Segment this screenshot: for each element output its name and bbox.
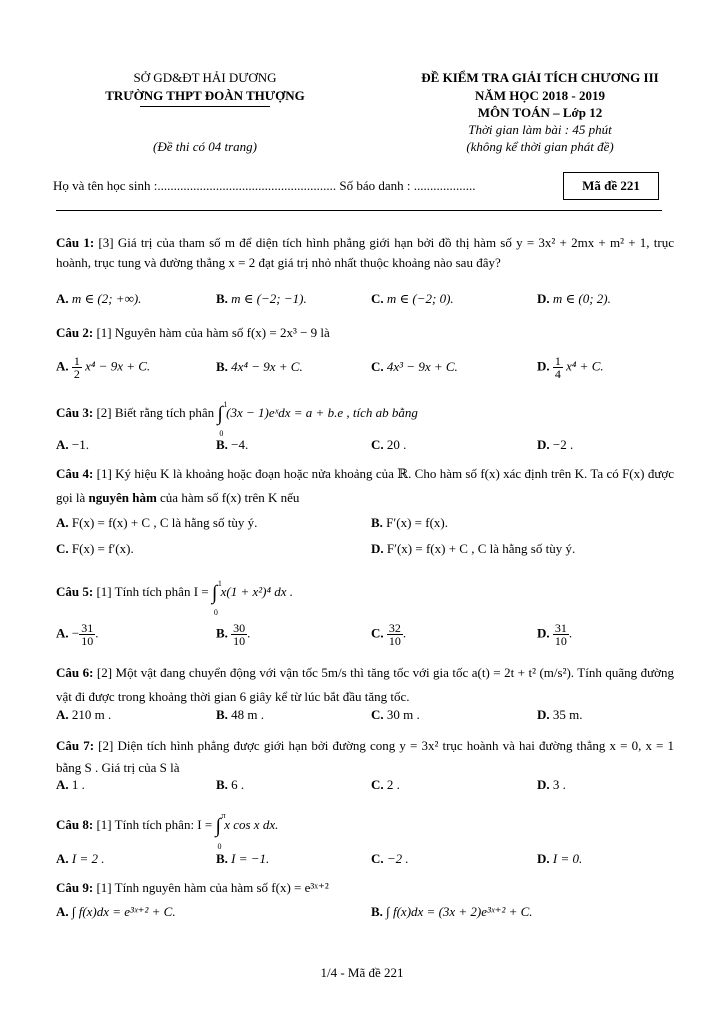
q1-option-d[interactable] [537,291,611,307]
option-letter: D. [537,777,550,792]
option-letter: B. [216,851,228,866]
option-text: 4x³ − 9x + C. [386,359,458,374]
integral-sign: ∫ 1 0 [217,400,228,439]
question-label: Câu 3: [56,405,94,420]
q2-option-a[interactable] [56,355,150,380]
integral-sign: ∫ π 0 [215,811,226,852]
q4-option-a[interactable] [56,515,257,531]
fraction: $\frac{1}{2}$ [73,354,80,381]
question-text: [1] Nguyên hàm của hàm số f(x) = 2x³ − 9 là [96,325,330,340]
option-text: ∫ f(x)dx = (3x + 2)e³ˣ⁺² + C. [386,904,533,919]
option-letter: C. [371,359,384,374]
option-text: 35 m. [552,707,583,722]
option-letter: A. [56,707,69,722]
question-text: [2] Diện tích hình phẳng được giới hạn bởi đường cong y = 3x² trục hoành và hai đường thẳng x = 0, x = 1 bằng S . Giá trị của S là [56,738,674,775]
option-letter: A. [56,291,69,306]
question-text-2: của hàm số f(x) trên K nếu [160,490,300,505]
option-letter: C. [371,291,384,306]
option-letter: A. [56,437,69,452]
q2-option-c[interactable] [371,359,458,375]
fraction: $\frac{31}{10}$ [554,621,567,648]
option-letter: D. [537,625,550,641]
q8-option-d[interactable] [537,851,582,867]
q1-option-c[interactable] [371,291,454,307]
integral-sign: ∫ 1 0 [211,579,222,618]
school-name: TRƯỜNG THPT ĐOÀN THƯỢNG [105,88,305,103]
fraction: $\frac{32}{10}$ [388,621,401,648]
q6-option-b[interactable] [216,707,264,723]
option-text: I = −1. [231,851,270,866]
option-text: 20 . [386,437,407,452]
q5-option-a[interactable]: A. − $\frac{31}{10}$ . [56,621,99,648]
option-letter: B. [216,437,228,452]
option-text: F(x) = f(x) + C , C là hằng số tùy ý. [71,515,258,530]
option-text: −2 . [386,851,409,866]
option-text: F′(x) = f(x) + C , C là hằng số tùy ý. [386,541,576,556]
fraction: $\frac{1}{4}$ [554,354,561,381]
question-label: Câu 8: [56,817,94,832]
question-text: [1] Ký hiệu K là khoảng hoặc đoạn hoặc nửa khoảng của ℝ. Cho hàm số f(x) xác định trên K. Ta có F(x) được gọi là [56,466,675,505]
option-text: m ∈ (0; 2). [552,291,611,306]
option-letter: C. [371,851,384,866]
option-text: m ∈ (−2; −1). [231,291,307,306]
question-label: Câu 2: [56,325,94,340]
header-underline [140,106,270,107]
q5-option-b[interactable]: B. $\frac{30}{10}$ . [216,621,251,648]
school-year: NĂM HỌC 2018 - 2019 [475,88,605,103]
question-6 [56,661,674,709]
question-text: [1] Tính nguyên hàm của hàm số f(x) = e³ˣ⁺² [96,880,329,895]
question-8 [56,811,674,852]
q3-option-c[interactable] [371,437,406,453]
option-letter: C. [371,777,384,792]
question-text: [2] Biết rằng tích phân [96,405,215,420]
q9-option-a[interactable] [56,904,176,920]
exam-code-box: Mã đề 221 [563,172,659,200]
question-label: Câu 1: [56,235,95,250]
option-text: 210 m . [71,707,112,722]
question-label: Câu 5: [56,584,94,599]
option-text: −4. [231,437,249,452]
integrand: (3x − 1)eˣdx = a + b.e , tích ab bằng [226,405,418,420]
integrand: x(1 + x²)⁴ dx . [220,584,294,599]
question-1 [56,233,674,273]
subject: MÔN TOÁN – Lớp 12 [477,105,603,120]
q5-option-c[interactable]: C. $\frac{32}{10}$ . [371,621,407,648]
page-count-note: (Đề thi có 04 trang) [153,139,257,154]
option-text: x⁴ − 9x + C. [85,358,151,374]
question-text: [2] Một vật đang chuyển động với vận tốc 5m/s thì tăng tốc với gia tốc a(t) = 2t + t² (m/s²). Tính quãng đường vật đi được trong khoảng thời gian 6 giây kể từ lúc bắt đầu tăng tốc. [56,665,675,704]
q3-option-b[interactable] [216,437,248,453]
question-text: [3] Giá trị của tham số m để diện tích hình phẳng giới hạn bởi đồ thị hàm số y = 3x² + 2mx + m² + 1, trục hoành, trục tung và đường thẳng x = 2 đạt giá trị nhỏ nhất thuộc khoảng nào sau đây? [56,235,674,270]
header-divider [56,210,662,211]
q7-option-c[interactable] [371,777,400,793]
q5-option-d[interactable]: D. $\frac{31}{10}$ . [537,621,573,648]
option-text: x⁴ + C. [566,358,604,374]
school-department: SỞ GD&ĐT HẢI DƯƠNG [133,70,277,85]
page-footer: 1/4 - Mã đề 221 [320,965,404,980]
q1-option-a[interactable] [56,291,141,307]
option-letter: B. [216,291,228,306]
option-text: ∫ f(x)dx = e³ˣ⁺² + C. [71,904,176,919]
option-text: I = 2 . [71,851,105,866]
option-letter: A. [56,515,69,530]
question-bold-term: nguyên hàm [88,490,157,505]
question-label: Câu 9: [56,880,94,895]
q8-option-a[interactable] [56,851,105,867]
q8-option-c[interactable] [371,851,409,867]
q3-option-a[interactable] [56,437,89,453]
option-letter: D. [537,437,550,452]
option-letter: C. [56,541,69,556]
option-letter: A. [56,904,69,919]
minus-sign: − [71,625,80,641]
option-text: −1. [71,437,89,452]
option-text: F′(x) = f(x). [386,515,448,530]
question-label: Câu 6: [56,665,94,680]
option-text: 48 m . [231,707,265,722]
option-letter: B. [371,904,383,919]
q6-option-a[interactable] [56,707,111,723]
fraction: $\frac{30}{10}$ [233,621,246,648]
duration-note: (không kể thời gian phát đề) [466,139,614,154]
duration: Thời gian làm bài : 45 phút [468,122,612,137]
option-letter: B. [216,777,228,792]
option-letter: C. [371,707,384,722]
q4-option-d[interactable] [371,541,575,557]
option-text: 6 . [231,777,245,792]
q2-option-d[interactable] [537,355,604,380]
option-letter: A. [56,358,69,374]
question-3 [56,400,674,439]
option-text: I = 0. [552,851,583,866]
option-letter: D. [537,851,550,866]
option-letter: B. [216,625,228,641]
question-text: [1] Tính tích phân I = [96,584,209,599]
option-letter: C. [371,437,384,452]
question-text: [1] Tính tích phân: I = [96,817,213,832]
option-letter: B. [216,359,228,374]
fraction: $\frac{31}{10}$ [81,621,94,648]
option-letter: A. [56,851,69,866]
q4-option-b[interactable] [371,515,448,531]
question-7 [56,735,674,779]
q6-option-d[interactable] [537,707,583,723]
q4-option-c[interactable] [56,541,134,557]
question-label: Câu 4: [56,466,94,481]
question-5 [56,579,674,618]
option-letter: B. [216,707,228,722]
question-4 [56,462,674,510]
option-text: 4x⁴ − 9x + C. [231,359,303,374]
q1-option-b[interactable] [216,291,307,307]
option-letter: D. [371,541,384,556]
q9-option-b[interactable] [371,904,533,920]
integrand: x cos x dx. [224,817,279,832]
option-text: 30 m . [386,707,420,722]
q3-option-d[interactable] [537,437,573,453]
exam-title: ĐỀ KIỂM TRA GIẢI TÍCH CHƯƠNG III [421,70,659,85]
option-letter: A. [56,625,69,641]
option-letter: C. [371,625,384,641]
q8-option-b[interactable] [216,851,269,867]
option-letter: D. [537,291,550,306]
option-text: 2 . [386,777,400,792]
option-letter: A. [56,777,69,792]
q7-option-a[interactable] [56,777,85,793]
question-2 [56,323,674,343]
option-text: F(x) = f′(x). [71,541,134,556]
question-9 [56,878,674,898]
option-letter: B. [371,515,383,530]
student-info-line: Họ và tên học sinh :....................................................... Số báo danh : ................... [53,178,476,193]
q7-option-b[interactable] [216,777,244,793]
q7-option-d[interactable] [537,777,566,793]
q2-option-b[interactable] [216,359,303,375]
option-letter: D. [537,358,550,374]
option-letter: D. [537,707,550,722]
option-text: 3 . [552,777,566,792]
option-text: −2 . [552,437,574,452]
option-text: 1 . [71,777,85,792]
q6-option-c[interactable] [371,707,420,723]
question-label: Câu 7: [56,738,95,753]
option-text: m ∈ (2; +∞). [71,291,142,306]
option-text: m ∈ (−2; 0). [386,291,454,306]
